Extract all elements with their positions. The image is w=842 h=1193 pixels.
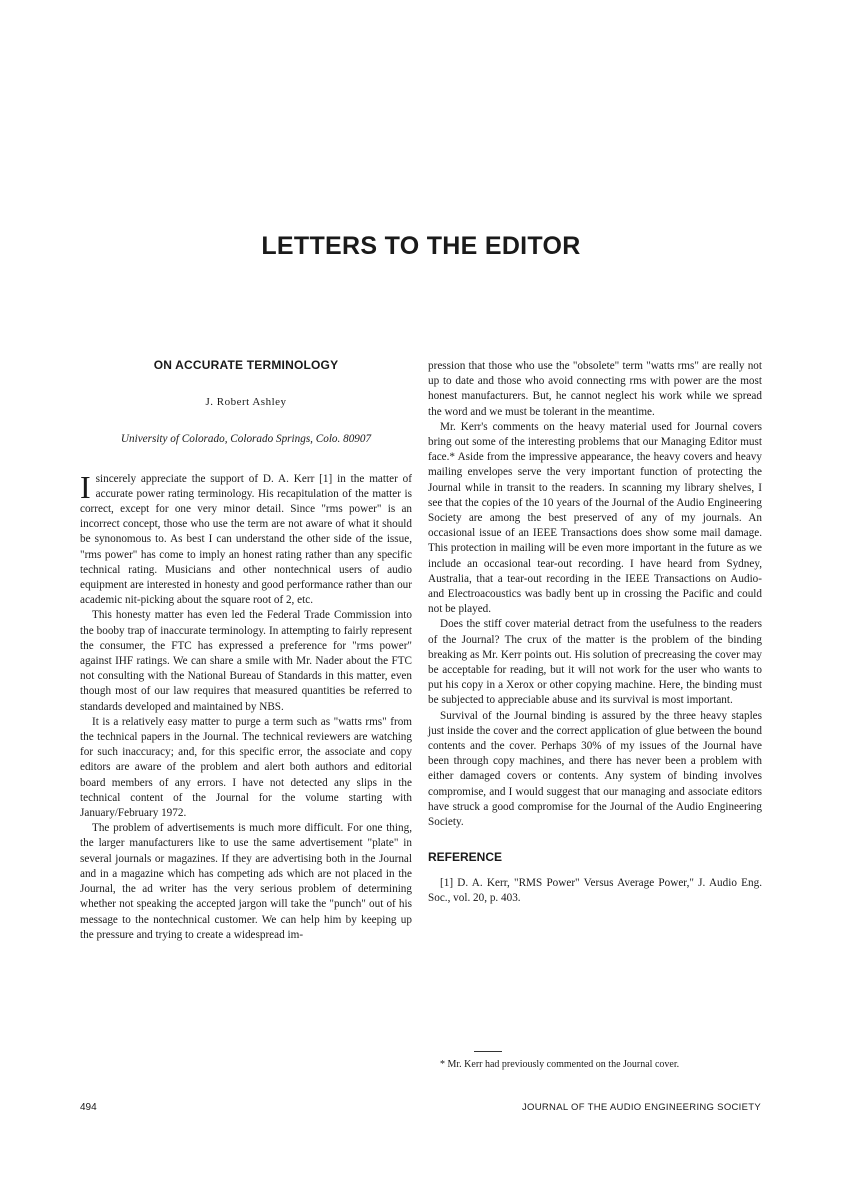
- body-paragraph: The problem of advertisements is much more difficult. For one thing, the larger manufacturers like to use the same advertisement "plate" in several journals or magazines. If they are advertising both in the Journal and in a magazine which has competing ads which are not placed in the Journal, the ad writer has the very serious problem of determining whether not speaking the accepted jargon will take the "punch" out of his message to the nontechnical customer. We can help him by keeping up the pressure and trying to create a widespread im-: [80, 822, 412, 941]
- body-paragraph: This honesty matter has even led the Federal Trade Commission into the booby trap of inaccurate terminology. In attempting to fairly represent the consumer, the FTC has expressed a preference for "rms power" against IHF ratings. We can share a smile with Mr. Nader about the FTC not consulting with the National Bureau of Standards in this matter, even though most of our law requires that measured quantities be referred to standards developed and maintained by NBS.: [80, 609, 412, 713]
- left-column: [80, 358, 412, 943]
- body-paragraph: Survival of the Journal binding is assured by the three heavy staples just inside the cover and the correct application of glue between the bound contents and the cover. Perhaps 30% of my issues of the Journal have been through copy machines, and there has never been a problem with either damaged covers or contents. Any system of binding involves compromise, and I would suggest that our managing and associate editors have struck a good compromise for the Journal of the Audio Engineering Society.: [428, 709, 762, 829]
- author-name: J. Robert Ashley: [205, 396, 287, 409]
- journal-name-footer: JOURNAL OF THE AUDIO ENGINEERING SOCIETY: [522, 1102, 761, 1113]
- reference-item: [1] D. A. Kerr, "RMS Power" Versus Average Power," J. Audio Eng. Soc., vol. 20, p. 403.: [428, 876, 762, 904]
- page-title: LETTERS TO THE EDITOR: [261, 232, 581, 260]
- page-number: 494: [80, 1102, 97, 1113]
- right-column: [428, 359, 762, 906]
- author-affiliation: University of Colorado, Colorado Springs, Colo. 80907: [120, 433, 372, 446]
- footnote: * Mr. Kerr had previously commented on the Journal cover.: [440, 1059, 680, 1070]
- reference-heading: REFERENCE: [428, 850, 503, 865]
- body-paragraph: It is a relatively easy matter to purge a term such as "watts rms" from the technical papers in the Journal. The technical reviewers are watching for such inaccuracy; and, for this specific error, the associate and copy editors are aware of the problem and alert both authors and editorial board members of any errors. I have not detected any slips in the technical content of the Journal for the volume starting with January/February 1972.: [80, 715, 412, 820]
- footnote-rule: [474, 1051, 502, 1052]
- drop-cap: I: [80, 468, 91, 505]
- body-paragraph: Does the stiff cover material detract from the usefulness to the readers of the Journal? The crux of the matter is the problem of the binding breaking as Mr. Kerr points out. His solution of precreasing the cover may be acceptable for reading, but it will not work for the user who wants to put his copy in a Xerox or other copying machine. Here, the binding must be subjected to appreciable abuse and its survival is most important.: [428, 618, 762, 707]
- body-paragraph: Mr. Kerr's comments on the heavy material used for Journal covers bring out some of the interesting problems that our Managing Editor must face.* Aside from the impressive appearance, the heavy covers and heavy mailing envelopes serve the very important function of protecting the Journal while in transit to the readers. In scanning my library shelves, I see that the copies of the 10 years of the Journal of the Audio Engineering Society are among the best preserved of any of my journals. An occasional issue of an IEEE Transactions does show some mail damage. This protection in mailing will be even more important in the future as we include an occasional tear-out recording. I have heard from Sydney, Australia, that a tear-out recording in the IEEE Transactions on Audio- and Electroacoustics was badly bent up in crossing the Pacific and could not be played.: [428, 420, 762, 616]
- body-paragraph: pression that those who use the "obsolete" term "watts rms" are really not up to date and those who avoid connecting rms with power are the most honest manufacturers. But, he cannot neglect his work while we spread the word and we must be tolerant in the meantime.: [428, 360, 762, 418]
- article-heading: ON ACCURATE TERMINOLOGY: [153, 358, 339, 372]
- body-paragraph: sincerely appreciate the support of D. A. Kerr [1] in the matter of accurate power rating terminology. His recapitulation of the matter is correct, except for one very minor detail. Since "rms power" is an incorrect concept, those who use the term are not aware of what it should be synonomous to. As best I can understand the other side of the issue, "rms power" has come to imply an honest rating rather than any specific technical rating. Musicians and other nontechnical users of audio equipment are interested in honesty and good performance rather than our academic nit-picking about the square root of 2, etc.: [80, 472, 412, 607]
- opening-paragraph: [80, 468, 412, 609]
